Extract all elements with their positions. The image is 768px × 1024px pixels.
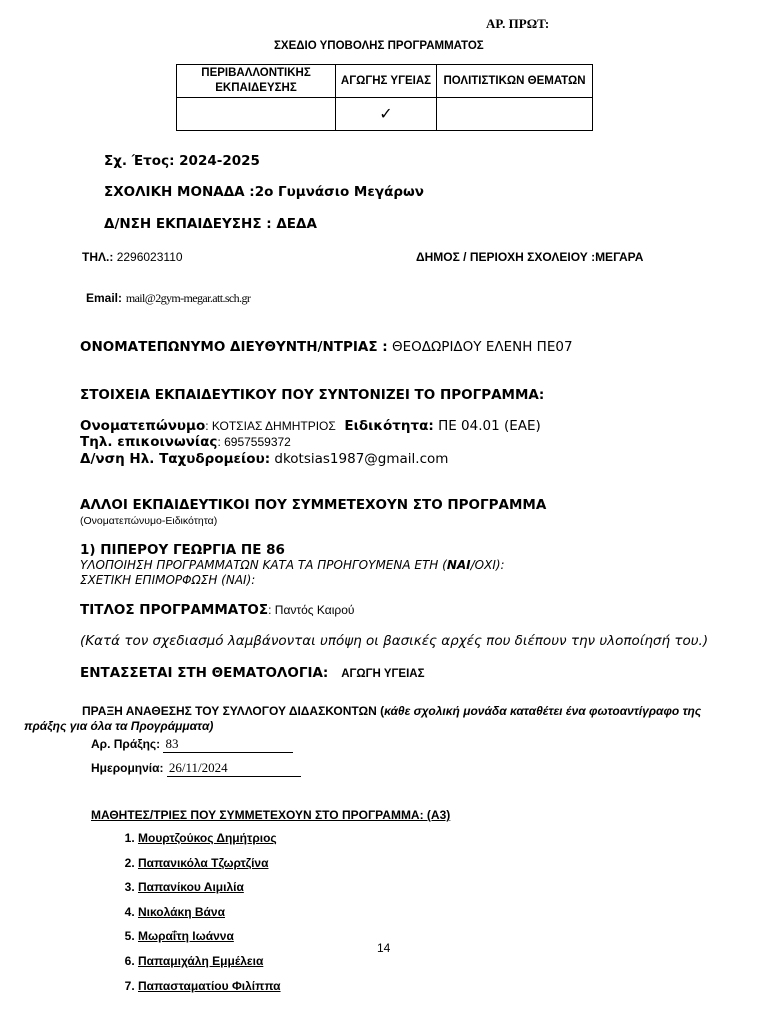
- program-title-row: [80, 602, 354, 618]
- students-heading: ΜΑΘΗΤΕΣ/ΤΡΙΕΣ ΠΟΥ ΣΥΜΜΕΤΕΧΟΥΝ ΣΤΟ ΠΡΟΓΡΑΜΜΑ: (Α3): [91, 808, 451, 822]
- student-name: Μωραΐτη Ιωάννα: [138, 929, 234, 944]
- coordinator-phone-row: [80, 434, 291, 450]
- student-name: Μουρτζούκος Δημήτριος: [138, 831, 277, 845]
- implementation-prefix: ΥΛΟΠΟΙΗΣΗ ΠΡΟΓΡΑΜΜΑΤΩΝ ΚΑΤΑ ΤΑ ΠΡΟΗΓΟΥΜΕΝΑ ΕΤΗ (: [80, 558, 447, 572]
- coordinator-email-value: dkotsias1987@gmail.com: [270, 451, 449, 467]
- student-name: Παπανίκου Αιμιλία: [138, 880, 244, 895]
- education-directorate: Δ/ΝΣΗ ΕΚΠΑΙΔΕΥΣΗΣ : ΔΕΔΑ: [104, 216, 317, 232]
- program-theme-row: [80, 665, 425, 681]
- relevant-training: ΣΧΕΤΙΚΗ ΕΠΙΜΟΡΦΩΣΗ (ΝΑΙ):: [80, 573, 256, 587]
- category-health: ΑΓΩΓΗΣ ΥΓΕΙΑΣ: [336, 65, 437, 98]
- other-teachers-heading: ΑΛΛΟΙ ΕΚΠΑΙΔΕΥΤΙΚΟΙ ΠΟΥ ΣΥΜΜΕΤΕΧΟΥΝ ΣΤΟ ΠΡΟΓΡΑΜΜΑ: [80, 497, 547, 513]
- school-email-label: Email:: [86, 291, 123, 305]
- list-item: [138, 949, 281, 974]
- protocol-number-label: ΑΡ. ΠΡΩΤ:: [486, 16, 550, 31]
- program-theme-label: ΕΝΤΑΣΣΕΤΑΙ ΣΤΗ ΘΕΜΑΤΟΛΟΓΙΑ:: [80, 665, 329, 681]
- act-heading-italic-1: κάθε σχολική μονάδα καταθέτει ένα φωτοαντίγραφο της: [384, 704, 702, 718]
- implementation-previous-years: [80, 558, 505, 572]
- program-theme-value: ΑΓΩΓΗ ΥΓΕΙΑΣ: [341, 668, 425, 680]
- coordinator-phone-label: Τηλ. επικοινωνίας: [80, 434, 218, 450]
- director-label: ΟΝΟΜΑΤΕΠΩΝΥΜΟ ΔΙΕΥΘΥΝΤΗ/ΝΤΡΙΑΣ :: [80, 339, 388, 355]
- list-item: [138, 924, 281, 949]
- act-heading-normal: ΠΡΑΞΗ ΑΝΑΘΕΣΗΣ ΤΟΥ ΣΥΛΛΟΓΟΥ ΔΙΔΑΣΚΟΝΤΩΝ (: [82, 704, 385, 718]
- school-email-value: mail@2gym-megar.att.sch.gr: [125, 291, 251, 305]
- list-item: [138, 851, 281, 876]
- act-number-value: 83: [163, 736, 293, 753]
- other-teachers-subheading: (Ονοματεπώνυμο-Ειδικότητα): [80, 515, 218, 527]
- school-unit: ΣΧΟΛΙΚΗ ΜΟΝΑΔΑ :2ο Γυμνάσιο Μεγάρων: [104, 184, 424, 200]
- implementation-yes: ΝΑΙ: [446, 558, 471, 572]
- implementation-suffix: /ΟΧΙ):: [470, 558, 505, 572]
- act-date-label: Ημερομηνία:: [91, 761, 164, 775]
- student-name: Παπαμιχάλη Εμμέλεια: [138, 953, 264, 968]
- students-list: [110, 826, 281, 998]
- student-name: Νικολάκη Βάνα: [138, 904, 225, 919]
- act-number-row: [91, 736, 293, 753]
- program-title-value: : Παντός Καιρού: [268, 603, 355, 617]
- act-heading-line-1: [82, 704, 701, 718]
- school-municipality: ΔΗΜΟΣ / ΠΕΡΙΟΧΗ ΣΧΟΛΕΙΟΥ :ΜΕΓΑΡΑ: [416, 250, 644, 264]
- category-environmental: ΠΕΡΙΒΑΛΛΟΝΤΙΚΗΣ ΕΚΠΑΙΔΕΥΣΗΣ: [177, 65, 336, 98]
- page-number: 14: [377, 941, 391, 955]
- category-environmental-cell: [177, 98, 336, 131]
- act-number-label: Αρ. Πράξης:: [91, 737, 161, 751]
- act-date-row: [91, 760, 301, 777]
- list-item: [138, 974, 281, 999]
- list-item: [138, 826, 281, 851]
- list-item: [138, 900, 281, 925]
- director-value: ΘΕΟΔΩΡΙΔΟΥ ΕΛΕΝΗ ΠΕ07: [387, 339, 573, 355]
- school-phone-value: 2296023110: [116, 250, 183, 264]
- school-year: Σχ. Έτος: 2024-2025: [104, 153, 260, 169]
- category-cultural: ΠΟΛΙΤΙΣΤΙΚΩΝ ΘΕΜΑΤΩΝ: [437, 65, 593, 98]
- student-name: Παπασταματίου Φιλίππα: [138, 978, 281, 993]
- coordinator-name-label: Ονοματεπώνυμο: [80, 418, 206, 434]
- coordinator-phone-value: : 6957559372: [217, 435, 291, 449]
- school-phone-label: ΤΗΛ.:: [82, 250, 114, 264]
- act-heading-italic-2: πράξης για όλα τα Προγράμματα): [24, 719, 214, 733]
- category-table: [176, 64, 593, 131]
- plan-title: ΣΧΕΔΙΟ ΥΠΟΒΟΛΗΣ ΠΡΟΓΡΑΜΜΑΤΟΣ: [274, 40, 484, 52]
- teacher-1: 1) ΠΙΠΕΡΟΥ ΓΕΩΡΓΙΑ ΠΕ 86: [80, 542, 285, 558]
- coordinator-name-row: [80, 418, 541, 434]
- director: [80, 339, 573, 355]
- school-email: [86, 291, 250, 306]
- coordinator-email-label: Δ/νση Ηλ. Ταχυδρομείου:: [80, 451, 271, 467]
- coordinator-specialty-value: ΠΕ 04.01 (ΕΑΕ): [433, 418, 541, 434]
- coordinator-email-row: [80, 451, 448, 467]
- school-phone: [82, 250, 183, 264]
- student-name: Παπανικόλα Τζωρτζίνα: [138, 855, 269, 870]
- category-cultural-cell: [437, 98, 593, 131]
- coordinator-specialty-label: Ειδικότητα:: [344, 418, 434, 434]
- coordinator-name-value: : ΚΟΤΣΙΑΣ ΔΗΜΗΤΡΙΟΣ: [205, 419, 336, 433]
- program-design-note: (Κατά τον σχεδιασμό λαμβάνονται υπόψη οι βασικές αρχές που διέπουν την υλοποίησή του.): [80, 633, 709, 649]
- coordinator-heading: ΣΤΟΙΧΕΙΑ ΕΚΠΑΙΔΕΥΤΙΚΟΥ ΠΟΥ ΣΥΝΤΟΝΙΖΕΙ ΤΟ ΠΡΟΓΡΑΜΜΑ:: [80, 387, 545, 403]
- list-item: [138, 875, 281, 900]
- act-date-value: 26/11/2024: [167, 760, 301, 777]
- check-icon: ✓: [336, 98, 437, 131]
- program-title-label: ΤΙΤΛΟΣ ΠΡΟΓΡΑΜΜΑΤΟΣ: [80, 602, 269, 618]
